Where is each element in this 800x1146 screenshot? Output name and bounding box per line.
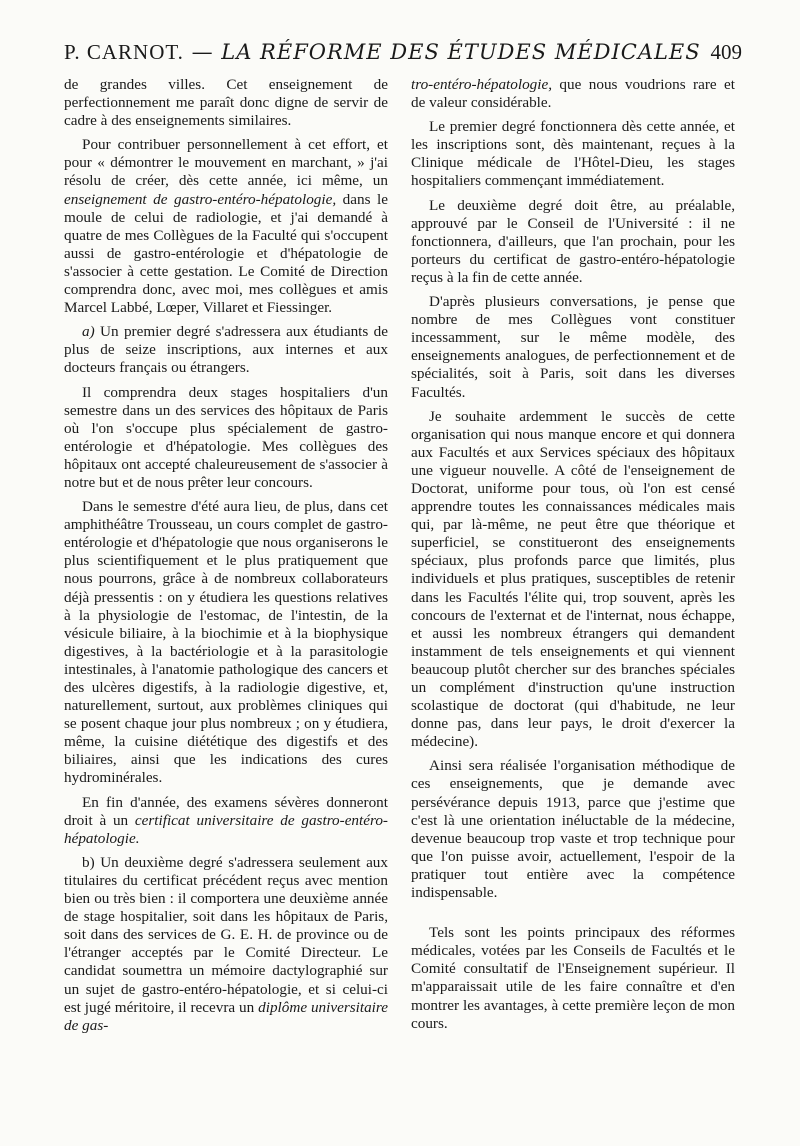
- header-dash: —: [191, 40, 214, 64]
- text-run: Un premier degré s'adressera aux étudiants de plus de seize inscriptions, aux internes et aux docteurs français ou étrangers.: [64, 323, 388, 377]
- paragraph: de grandes villes. Cet enseignement de perfectionnement me paraît donc digne de servir de cadre à des enseignements similaires.: [64, 76, 388, 130]
- paragraph: Ainsi sera réalisée l'organisation méthodique de ces enseignements, que je demande avec persévérance depuis 1913, parce que j'estime que c'est là une orientation inéluctable de la médecine, devenue beaucoup trop vaste et trop technique pour que l'on puisse avoir, actuellement, l'espoir de la pratiquer tout entière avec la compétence indispensable.: [411, 757, 735, 902]
- paragraph: Dans le semestre d'été aura lieu, de plus, dans cet amphithéâtre Trousseau, un cours complet de gastro-entérologie et d'hépatologie que nous organiserons le plus scientifiquement et le plus pratiquement que nous pourrons, grâce à de nombreux collaborateurs déjà pressentis : on y étudiera les questions relatives à la physiologie de l'estomac, de l'intestin, de la vésicule biliaire, à la biochimie et à la biophysique digestives, à la bactériologie et à la parasitologie intestinales, à l'anatomie pathologique des cancers et des ulcères digestifs, à la radiologie digestive, et, naturellement, surtout, aux problèmes cliniques qui se posent chaque jour plus nombreux ; on y étudiera, même, la cuisine diététique des digestifs et des biliaires, ainsi que les indications des cures hydrominérales.: [64, 498, 388, 787]
- italic-run: diplôme universitaire de gas-: [64, 998, 388, 1034]
- italic-run: tro-entéro-hépatologie,: [411, 76, 553, 93]
- italic-run: certificat universitaire de gastro-entéro-hépatologie.: [64, 811, 388, 847]
- running-title: [64, 40, 701, 65]
- text-run: dans le moule de celui de radiologie, et j'ai demandé à quatre de mes Collègues de la Faculté qui s'occupent aussi de gastro-entérologie et d'hépatologie de s'associer à cette gestation. Le Comité de Direction comprendra donc, avec moi, mes collègues et amis Marcel Labbé, Lœper, Villaret et Fiessinger.: [64, 190, 388, 317]
- paragraph: D'après plusieurs conversations, je pense que nombre de mes Collègues vont constituer incessamment, sur le même modèle, des enseignements analogues, de perfectionnement et de spécialités, soit à Paris, soit dans les diverses Facultés.: [411, 293, 735, 401]
- right-column: [411, 76, 735, 1039]
- paragraph: Il comprendra deux stages hospitaliers d'un semestre dans un des services des hôpitaux de Paris où l'on s'occupe plus spécialement de gastro-entérologie et d'hépatologie. Mes collègues des hôpitaux ont accepté chaleureusement de s'associer à notre but et de nous prêter leur concours.: [64, 383, 388, 491]
- paragraph: [64, 323, 388, 377]
- text-run: que nous voudrions rare et de valeur considérable.: [411, 76, 735, 112]
- text-run: Pour contribuer personnellement à cet effort, et pour « démontrer le mouvement en marchant, » j'ai résolu de créer, dès cette année, ici même, un: [64, 136, 388, 190]
- header-author: P. CARNOT.: [64, 40, 184, 64]
- paragraph: [64, 136, 388, 317]
- closing-paragraph: Tels sont les points principaux des réformes médicales, votées par les Conseils de Facultés et le Comité consultatif de l'Enseignement supérieur. Il m'apparaissait utile de les faire connaître et d'en montrer les avantages, à cette première leçon de mon cours.: [411, 924, 735, 1032]
- italic-run: enseignement de gastro-entéro-hépatologie,: [64, 190, 337, 208]
- running-header: [64, 40, 742, 70]
- paragraph: [64, 854, 388, 1035]
- paragraph: [64, 794, 388, 848]
- paragraph: Le premier degré fonctionnera dès cette année, et les inscriptions sont, dès maintenant, reçues à la Clinique médicale de l'Hôtel-Dieu, les stages hospitaliers commençant immédiatement.: [411, 118, 735, 190]
- left-column: [64, 76, 388, 1041]
- italic-run: a): [82, 323, 95, 341]
- text-run: b) Un deuxième degré s'adressera seulement aux titulaires du certificat précédent reçus avec mention bien ou très bien : il comportera une deuxième année de stage hospitalier, soit dans les hôpitaux de Paris, soit dans des services de G. E. H. de province ou de l'étranger acceptés par le Comité Directeur. Le candidat soumettra un mémoire dactylographié sur un sujet de gastro-entéro-hépatologie, et si celui-ci est jugé méritoire, il recevra un: [64, 853, 388, 1016]
- paragraph: Je souhaite ardemment le succès de cette organisation qui nous manque encore et qui donnera aux Facultés et aux Services spéciaux des hôpitaux une vigueur nouvelle. A côté de l'enseignement de Doctorat, uniforme pour tous, où l'on est censé apprendre toutes les connaissances médicales mais qui, par là-même, ne peut être que théorique et superficiel, se constitueront des enseignements spéciaux, plus profonds parce que limités, plus individuels et plus pratiques, susceptibles de retenir dans les Facultés l'élite qui, trop souvent, après les concours de l'externat et de l'internat, nous échappe, et aussi les nombreux étrangers qui demandent instamment de tels enseignements et qui viennent beaucoup plutôt chercher sur des branches spéciales un complément d'instruction qu'une instruction scolastique de doctorat (qui d'habitude, ne leur donne pas, dans leur pays, le droit d'exercer la médecine).: [411, 407, 735, 751]
- text-run: En fin d'année, des examens sévères donneront droit à un: [64, 793, 388, 829]
- page-number: 409: [710, 40, 742, 64]
- header-title: LA RÉFORME DES ÉTUDES MÉDICALES: [221, 40, 701, 64]
- paragraph: Le deuxième degré doit être, au préalable, approuvé par le Conseil de l'Université : il ne fonctionnera, d'ailleurs, que l'an prochain, pour les porteurs du certificat de gastro-entéro-hépatologie reçus à la fin de cette année.: [411, 196, 735, 286]
- paragraph: [411, 76, 735, 112]
